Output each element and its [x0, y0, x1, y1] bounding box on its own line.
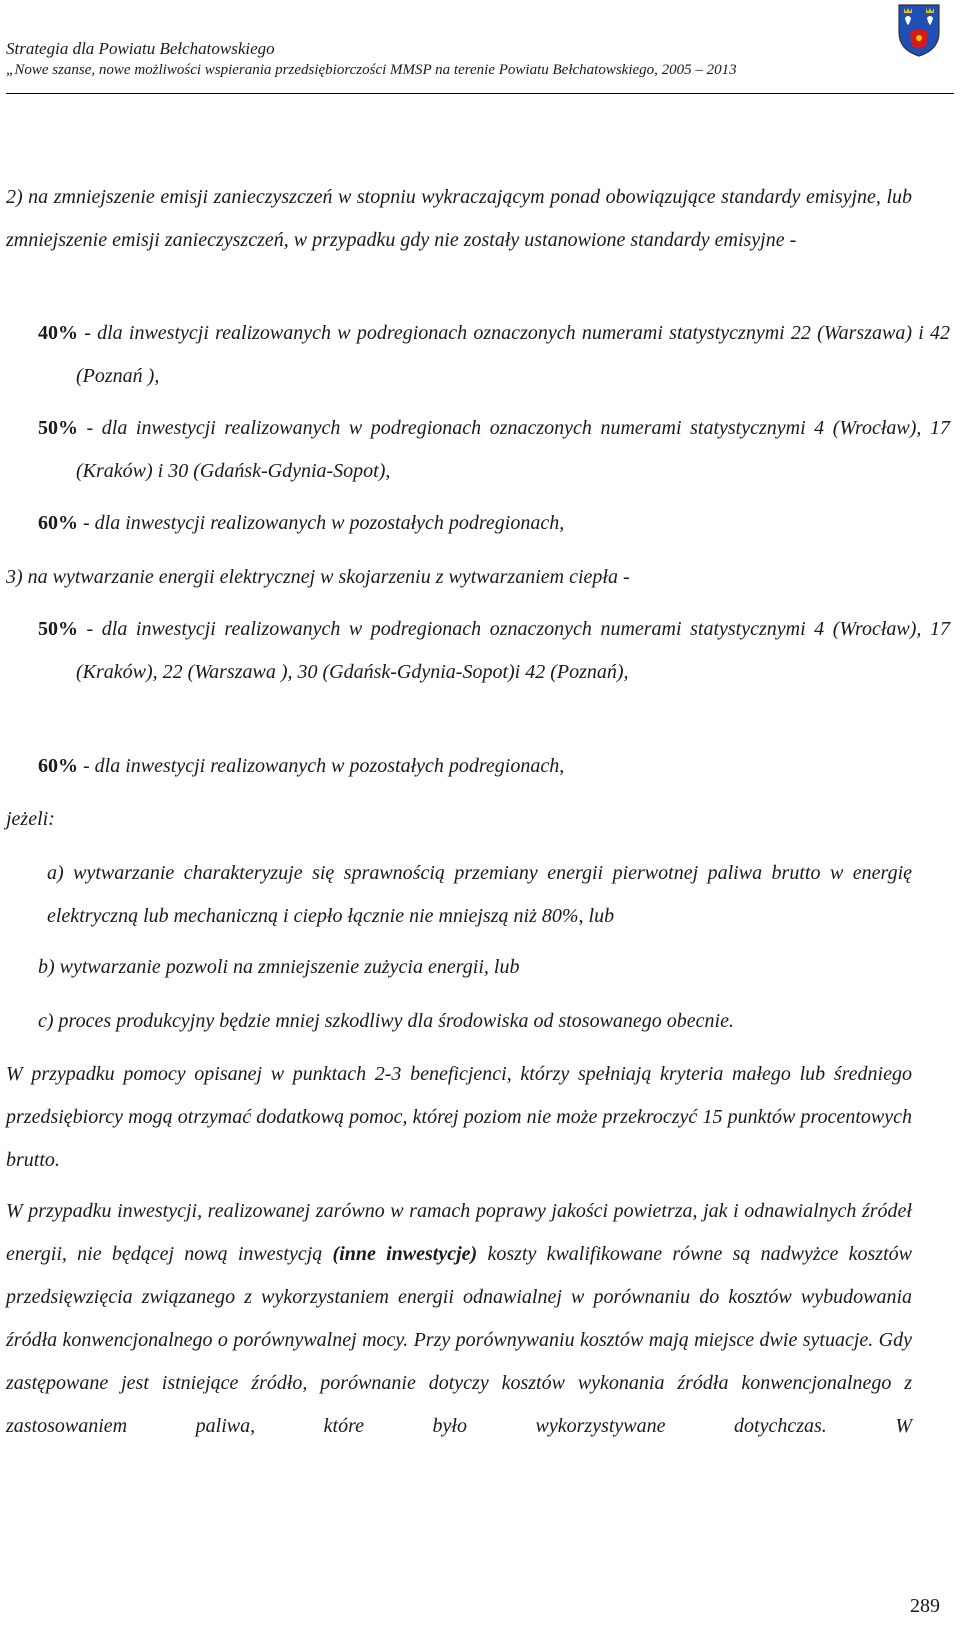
condition-b: b) wytwarzanie pozwoli na zmniejszenie zużycia energii, lub: [38, 956, 520, 978]
list-item-50b: [38, 608, 950, 694]
other-investments-term: (inne inwestycje): [332, 1243, 478, 1265]
list-item-40-text: - dla inwestycji realizowanych w podregionach oznaczonych numerami statystycznymi 22 (Warszawa) i 42 (Poznań ),: [76, 322, 950, 387]
header-title: Strategia dla Powiatu Bełchatowskiego: [6, 39, 275, 58]
condition-c: c) proces produkcyjny będzie mniej szkodliwy dla środowiska od stosowanego obecnie.: [38, 1010, 734, 1032]
header-subtitle: „Nowe szanse, nowe możliwości wspierania przedsiębiorczości MMSP na terenie Powiatu Bełchatowskiego, 2005 – 2013: [6, 62, 737, 78]
percent-50b: 50%: [38, 618, 78, 640]
percent-60a: 60%: [38, 512, 78, 534]
list-item-50a-text: - dla inwestycji realizowanych w podregionach oznaczonych numerami statystycznymi 4 (Wrocław), 17 (Kraków) i 30 (Gdańsk-Gdynia-Sopot),: [76, 417, 950, 482]
paragraph-item-2: 2) na zmniejszenie emisji zanieczyszczeń w stopniu wykraczającym ponad obowiązujące standardy emisyjne, lub zmniejszenie emisji zanieczyszczeń, w przypadku gdy nie zostały ustanowione standardy emisyjne -: [6, 186, 912, 251]
paragraph-other-investments: [6, 1190, 912, 1448]
list-item-50a: [38, 407, 950, 493]
paragraph-other-investments-part1: W przypadku inwestycji, realizowanej zarówno w ramach poprawy jakości powietrza, jak i odnawialnych źródeł energii, nie będącej nową inwestycją: [6, 1200, 912, 1265]
percent-60b: 60%: [38, 755, 78, 777]
header-rule: [6, 93, 954, 94]
list-item-50b-text: - dla inwestycji realizowanych w podregionach oznaczonych numerami statystycznymi 4 (Wrocław), 17 (Kraków), 22 (Warszawa ), 30 (Gdańsk-Gdynia-Sopot)i 42 (Poznań),: [76, 618, 950, 683]
condition-label: jeżeli:: [6, 808, 55, 830]
percent-50a: 50%: [38, 417, 78, 439]
list-item-40: [38, 312, 950, 398]
paragraph-sme-bonus: W przypadku pomocy opisanej w punktach 2-3 beneficjenci, którzy spełniają kryteria małego lub średniego przedsiębiorcy mogą otrzymać dodatkową pomoc, której poziom nie może przekroczyć 15 punktów procentowych brutto.: [6, 1063, 912, 1171]
condition-a: a) wytwarzanie charakteryzuje się sprawnością przemiany energii pierwotnej paliwa brutto w energię elektryczną lub mechaniczną i ciepło łącznie nie mniejszą niż 80%, lub: [47, 862, 912, 927]
page-number: 289: [910, 1595, 940, 1617]
coat-of-arms-icon: [896, 2, 942, 58]
list-item-60b: [38, 745, 912, 788]
list-item-60a: [38, 502, 912, 545]
percent-40: 40%: [38, 322, 78, 344]
paragraph-item-3: 3) na wytwarzanie energii elektrycznej w skojarzeniu z wytwarzaniem ciepła -: [6, 566, 630, 588]
list-item-60a-text: - dla inwestycji realizowanych w pozostałych podregionach,: [78, 512, 565, 534]
list-item-60b-text: - dla inwestycji realizowanych w pozostałych podregionach,: [78, 755, 565, 777]
document-header: [6, 38, 954, 80]
paragraph-other-investments-part2: koszty kwalifikowane równe są nadwyżce kosztów przedsięwzięcia związanego z wykorzystaniem energii odnawialnej w porównaniu do kosztów wybudowania źródła konwencjonalnego o porównywalnej mocy. Przy porównywaniu kosztów mają miejsce dwie sytuacje. Gdy zastępowane jest istniejące źródło, porównanie dotyczy kosztów wykonania źródła konwencjonalnego z zastosowaniem paliwa, które było wykorzystywane dotychczas. W: [6, 1243, 912, 1437]
